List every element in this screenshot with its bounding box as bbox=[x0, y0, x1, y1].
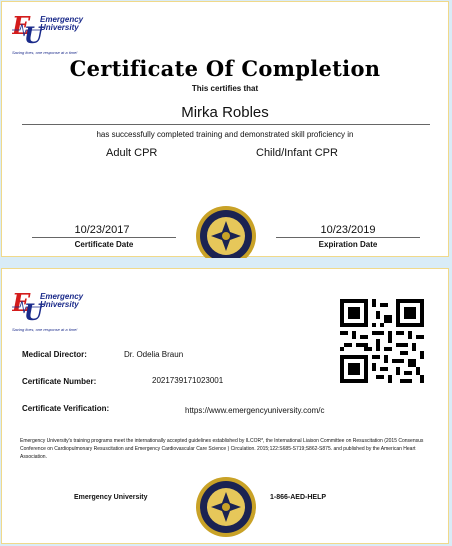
certificate-title: Certificate Of Completion bbox=[69, 56, 381, 81]
certifies-text: This certifies that bbox=[191, 84, 259, 93]
logo-name: Emergency University bbox=[40, 292, 84, 309]
svg-text:E: E bbox=[12, 11, 31, 40]
certificate-front-card bbox=[1, 1, 449, 257]
certificate-back-card bbox=[1, 268, 449, 544]
medical-director-value: Dr. Odelia Braun bbox=[124, 350, 184, 359]
certificate-date-label: Certificate Date bbox=[74, 240, 134, 249]
course-adult-cpr: Adult CPR bbox=[106, 147, 158, 159]
expiration-date-line bbox=[276, 237, 420, 238]
svg-text:E: E bbox=[12, 288, 31, 317]
organization-name: Emergency University bbox=[74, 494, 148, 501]
seal-icon bbox=[188, 473, 264, 539]
seal-icon bbox=[188, 202, 264, 258]
svg-text:U: U bbox=[24, 23, 44, 46]
logo-name: Emergency University bbox=[40, 15, 84, 32]
phone-number[interactable]: 1-866-AED-HELP bbox=[270, 494, 327, 501]
completion-statement: has successfully completed training and demonstrated skill proficiency in bbox=[96, 130, 354, 139]
logo-tagline: Saving lives, one response at a time! bbox=[12, 50, 78, 55]
emergency-university-logo bbox=[12, 287, 122, 335]
expiration-date-label: Expiration Date bbox=[318, 240, 378, 249]
certificate-date: 10/23/2017 bbox=[74, 224, 130, 236]
legal-disclaimer: Emergency University's training programs meet the internationally accepted guidelines established by ILCOR*, the International Liaison Committee on Resuscitation (2015 Consensus Conference on Cardiopulmonary Resuscitation and Emergency Cardiovascular Care Science ) Circulation. 2015;122:S685-S719;S862-S875. and published by the American Heart Association. bbox=[20, 438, 424, 460]
certificate-date-line bbox=[32, 237, 176, 238]
verification-url[interactable]: https://www.emergencyuniversity.com/c bbox=[185, 406, 325, 415]
course-child-infant-cpr: Child/Infant CPR bbox=[256, 147, 338, 159]
qr-code-icon bbox=[340, 299, 424, 383]
certificate-number-value: 2021739171023001 bbox=[152, 376, 224, 385]
emergency-university-logo bbox=[12, 10, 122, 58]
svg-text:U: U bbox=[24, 300, 44, 323]
expiration-date: 10/23/2019 bbox=[320, 224, 376, 236]
logo-tagline: Saving lives, one response at a time! bbox=[12, 327, 78, 332]
recipient-underline bbox=[22, 124, 430, 125]
certificate-number-label: Certificate Number: bbox=[22, 377, 97, 386]
recipient-name: Mirka Robles bbox=[181, 104, 269, 121]
verification-label: Certificate Verification: bbox=[22, 404, 110, 413]
medical-director-label: Medical Director: bbox=[22, 350, 87, 359]
